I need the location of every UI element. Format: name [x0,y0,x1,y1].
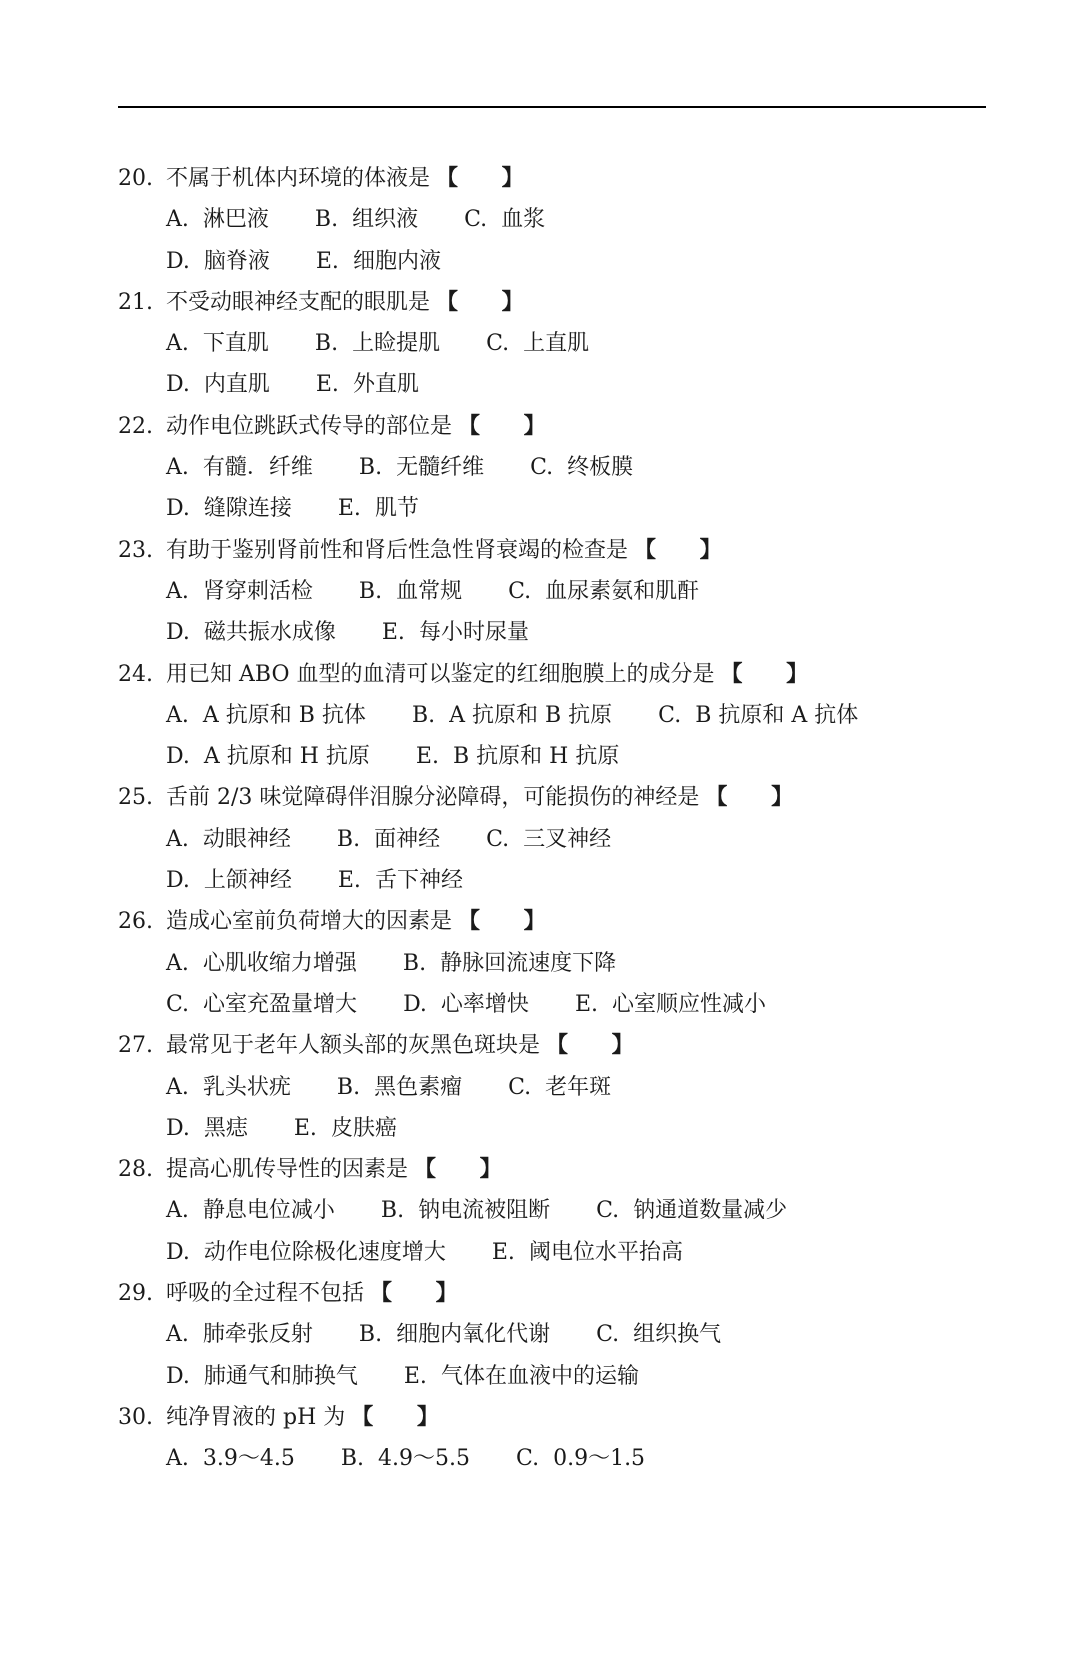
question-stem [118,158,1018,199]
option-text: 肺通气和肺换气 [203,1363,358,1389]
option-text: 有髓．纤维 [202,455,313,481]
option-letter: D. [166,868,190,894]
option-text: 三叉神经 [523,826,612,852]
question-number: 22. [118,413,153,439]
question-number: 24. [118,661,153,687]
option-text: 面神经 [374,826,441,852]
option-text: B 抗原和 H 抗原 [452,744,620,770]
option-text: 脑脊液 [203,248,270,274]
answer-option [382,612,529,653]
answer-option [316,364,419,405]
question-list [118,158,1018,1480]
question-stem [118,901,1018,942]
option-text: 3.9～4.5 [202,1446,295,1472]
question-text: 最常见于老年人额头部的灰黑色斑块是 [166,1033,541,1059]
answer-option [508,571,699,612]
option-letter: A. [166,1198,189,1224]
option-letter: A. [166,1074,189,1100]
question-item [118,777,1018,901]
question-number: 21. [118,289,153,315]
answer-option [166,612,336,653]
option-row [118,199,1018,240]
option-row [118,241,1018,282]
question-text: 呼吸的全过程不包括 [166,1281,365,1307]
option-letter: A. [166,207,189,233]
option-letter: D. [166,1363,190,1389]
option-row [118,1067,1018,1108]
answer-bracket: 【 】 [546,1032,652,1059]
option-row [118,943,1018,984]
option-text: 动眼神经 [202,826,291,852]
answer-option [166,1108,248,1149]
question-text: 提高心肌传导性的因素是 [166,1157,409,1183]
option-letter: C. [486,331,510,357]
answer-bracket: 【 】 [634,536,740,563]
option-text: 内直肌 [203,372,270,398]
answer-option [412,695,612,736]
option-text: 气体在血液中的运输 [440,1363,639,1389]
option-letter: E. [337,868,361,894]
option-letter: E. [315,372,339,398]
question-item [118,654,1018,778]
option-row [118,819,1018,860]
answer-bracket: 【 】 [705,784,812,811]
option-letter: D. [166,620,190,646]
answer-option [166,984,357,1025]
answer-option [404,1356,639,1397]
answer-option [486,323,589,364]
option-letter: D. [166,496,190,522]
option-letter: A. [166,1446,189,1472]
option-row [118,1108,1018,1149]
option-letter: D. [166,1115,190,1141]
question-stem [118,1273,1018,1314]
option-letter: B. [358,578,383,604]
option-letter: A. [166,455,189,481]
option-text: 组织换气 [633,1322,722,1348]
option-letter: E. [293,1115,317,1141]
question-item [118,1149,1018,1273]
question-stem [118,1397,1018,1438]
answer-option [596,1190,787,1231]
option-row [118,612,1018,653]
question-item [118,406,1018,530]
option-letter: E. [315,248,339,274]
option-text: 细胞内液 [352,248,441,274]
answer-bracket: 【 】 [458,412,564,439]
option-row [118,1438,1018,1479]
option-text: 上直肌 [523,331,590,357]
option-text: 外直肌 [352,372,419,398]
option-row [118,1190,1018,1231]
question-stem [118,282,1018,323]
option-text: 终板膜 [567,455,634,481]
option-text: 肺牵张反射 [202,1322,313,1348]
question-number: 27. [118,1033,153,1059]
option-letter: B. [336,1074,361,1100]
option-letter: B. [340,1446,365,1472]
answer-option [492,1232,683,1273]
option-letter: E. [337,496,361,522]
option-text: 肾穿刺活检 [202,578,313,604]
option-row [118,860,1018,901]
option-text: 钠电流被阻断 [418,1198,551,1224]
question-number: 20. [118,166,153,191]
option-text: 淋巴液 [202,207,269,233]
option-letter: E. [415,744,439,770]
question-number: 25. [118,785,153,811]
answer-option [166,943,357,984]
answer-option [166,199,269,240]
answer-option [359,571,462,612]
option-letter: A. [166,826,189,852]
option-text: 上睑提肌 [352,331,441,357]
option-letter: B. [358,1322,383,1348]
answer-option [658,695,858,736]
option-letter: D. [403,991,427,1017]
question-number: 23. [118,537,153,563]
answer-option [166,695,366,736]
option-text: 静息电位减小 [202,1198,335,1224]
option-text: 磁共振水成像 [203,620,336,646]
option-text: 血尿素氨和肌酐 [545,578,700,604]
question-item [118,282,1018,406]
question-item [118,530,1018,654]
question-stem [118,530,1018,571]
question-text: 不受动眼神经支配的眼肌是 [166,289,431,315]
answer-bracket: 【 】 [414,1156,520,1183]
option-text: 组织液 [352,207,419,233]
option-row [118,1356,1018,1397]
option-letter: B. [314,207,339,233]
option-letter: B. [314,331,339,357]
option-text: 上颌神经 [203,868,292,894]
answer-option [166,1067,291,1108]
answer-option [381,1190,550,1231]
answer-option [530,447,633,488]
answer-option [166,447,313,488]
answer-option [316,241,441,282]
question-text: 用已知 ABO 血型的血清可以鉴定的红细胞膜上的成分是 [166,661,715,687]
option-text: 4.9～5.5 [378,1446,471,1472]
answer-option [166,860,292,901]
question-item [118,158,1018,282]
answer-option [486,819,611,860]
question-number: 28. [118,1157,153,1183]
option-text: 心室顺应性减小 [612,991,767,1017]
option-letter: C. [508,578,532,604]
question-text: 不属于机体内环境的体液是 [166,166,431,191]
answer-option [315,199,418,240]
answer-option [341,1438,470,1479]
option-letter: B. [358,455,383,481]
option-letter: B. [380,1198,405,1224]
option-row [118,695,1018,736]
option-text: 黑色素瘤 [374,1074,463,1100]
option-text: 心室充盈量增大 [203,991,358,1017]
answer-bracket: 【 】 [458,908,564,935]
question-stem [118,406,1018,447]
question-stem [118,654,1018,695]
option-text: 舌下神经 [374,868,463,894]
answer-option [166,323,269,364]
answer-option [166,571,313,612]
question-number: 29. [118,1281,153,1307]
option-row [118,323,1018,364]
option-text: 每小时尿量 [418,620,529,646]
option-text: 静脉回流速度下降 [440,950,617,976]
option-text: A 抗原和 B 抗体 [202,702,366,728]
option-letter: C. [516,1446,540,1472]
option-text: 肌节 [374,496,419,522]
option-letter: A. [166,331,189,357]
option-row [118,364,1018,405]
option-letter: D. [166,248,190,274]
answer-option [403,984,529,1025]
option-letter: D. [166,372,190,398]
answer-option [166,488,292,529]
option-text: 乳头状疣 [202,1074,291,1100]
option-text: B 抗原和 A 抗体 [695,702,859,728]
option-text: 心率增快 [440,991,529,1017]
question-text: 动作电位跳跃式传导的部位是 [166,413,453,439]
option-text: 下直肌 [202,331,269,357]
question-item [118,1273,1018,1397]
option-row [118,1314,1018,1355]
option-row [118,447,1018,488]
option-letter: C. [596,1322,620,1348]
option-row [118,488,1018,529]
question-text: 有助于鉴别肾前性和肾后性急性肾衰竭的检查是 [166,537,629,563]
option-letter: C. [464,207,488,233]
question-item [118,1397,1018,1480]
option-text: 老年斑 [545,1074,612,1100]
question-text: 舌前 2/3 味觉障碍伴泪腺分泌障碍，可能损伤的神经是 [166,785,700,811]
answer-option [294,1108,397,1149]
answer-option [359,447,484,488]
answer-option [403,943,616,984]
option-letter: B. [402,950,427,976]
option-text: 0.9～1.5 [553,1446,646,1472]
option-text: 缝隙连接 [203,496,292,522]
option-letter: C. [166,991,190,1017]
option-text: 皮肤癌 [330,1115,397,1141]
answer-bracket: 【 】 [351,1403,457,1430]
option-letter: C. [596,1198,620,1224]
answer-option [575,984,766,1025]
question-number: 30. [118,1404,153,1430]
question-text: 造成心室前负荷增大的因素是 [166,909,453,935]
option-text: 动作电位除极化速度增大 [203,1239,446,1265]
answer-option [416,736,619,777]
answer-option [516,1438,645,1479]
option-text: A 抗原和 B 抗原 [449,702,613,728]
option-letter: C. [658,702,682,728]
answer-option [166,1232,446,1273]
option-row [118,571,1018,612]
answer-option [508,1067,611,1108]
answer-option [338,860,463,901]
option-letter: E. [381,620,405,646]
option-text: 无髓纤维 [396,455,485,481]
header-rule [118,106,986,108]
option-text: 细胞内氧化代谢 [396,1322,551,1348]
option-row [118,1232,1018,1273]
option-letter: E. [574,991,598,1017]
option-text: 血浆 [501,207,546,233]
question-item [118,1025,1018,1149]
option-letter: A. [166,702,189,728]
answer-option [338,488,419,529]
question-stem [118,1025,1018,1066]
option-text: 黑痣 [203,1115,248,1141]
option-text: A 抗原和 H 抗原 [203,744,370,770]
option-row [118,736,1018,777]
answer-bracket: 【 】 [370,1280,476,1307]
option-letter: A. [166,578,189,604]
option-row [118,984,1018,1025]
question-number: 26. [118,909,153,935]
option-letter: B. [411,702,436,728]
option-text: 血常规 [396,578,463,604]
question-text: 纯净胃液的 pH 为 [166,1404,346,1430]
question-stem [118,777,1018,818]
option-letter: E. [403,1363,427,1389]
answer-option [337,819,440,860]
answer-option [166,241,270,282]
option-text: 心肌收缩力增强 [202,950,357,976]
option-letter: C. [530,455,554,481]
answer-option [464,199,545,240]
option-letter: C. [508,1074,532,1100]
question-item [118,901,1018,1025]
answer-option [166,1356,358,1397]
answer-bracket: 【 】 [436,288,542,315]
question-stem [118,1149,1018,1190]
answer-option [166,1190,335,1231]
option-letter: D. [166,744,190,770]
answer-bracket: 【 】 [720,660,827,687]
option-text: 钠通道数量减少 [633,1198,788,1224]
answer-option [166,1438,295,1479]
option-letter: A. [166,1322,189,1348]
option-letter: C. [486,826,510,852]
answer-option [166,819,291,860]
option-letter: A. [166,950,189,976]
answer-option [166,364,270,405]
option-letter: B. [336,826,361,852]
answer-option [315,323,440,364]
option-text: 阈电位水平抬高 [528,1239,683,1265]
answer-option [337,1067,462,1108]
answer-option [596,1314,721,1355]
answer-option [359,1314,550,1355]
option-letter: D. [166,1239,190,1265]
answer-option [166,736,370,777]
answer-option [166,1314,313,1355]
option-letter: E. [491,1239,515,1265]
answer-bracket: 【 】 [436,165,542,191]
